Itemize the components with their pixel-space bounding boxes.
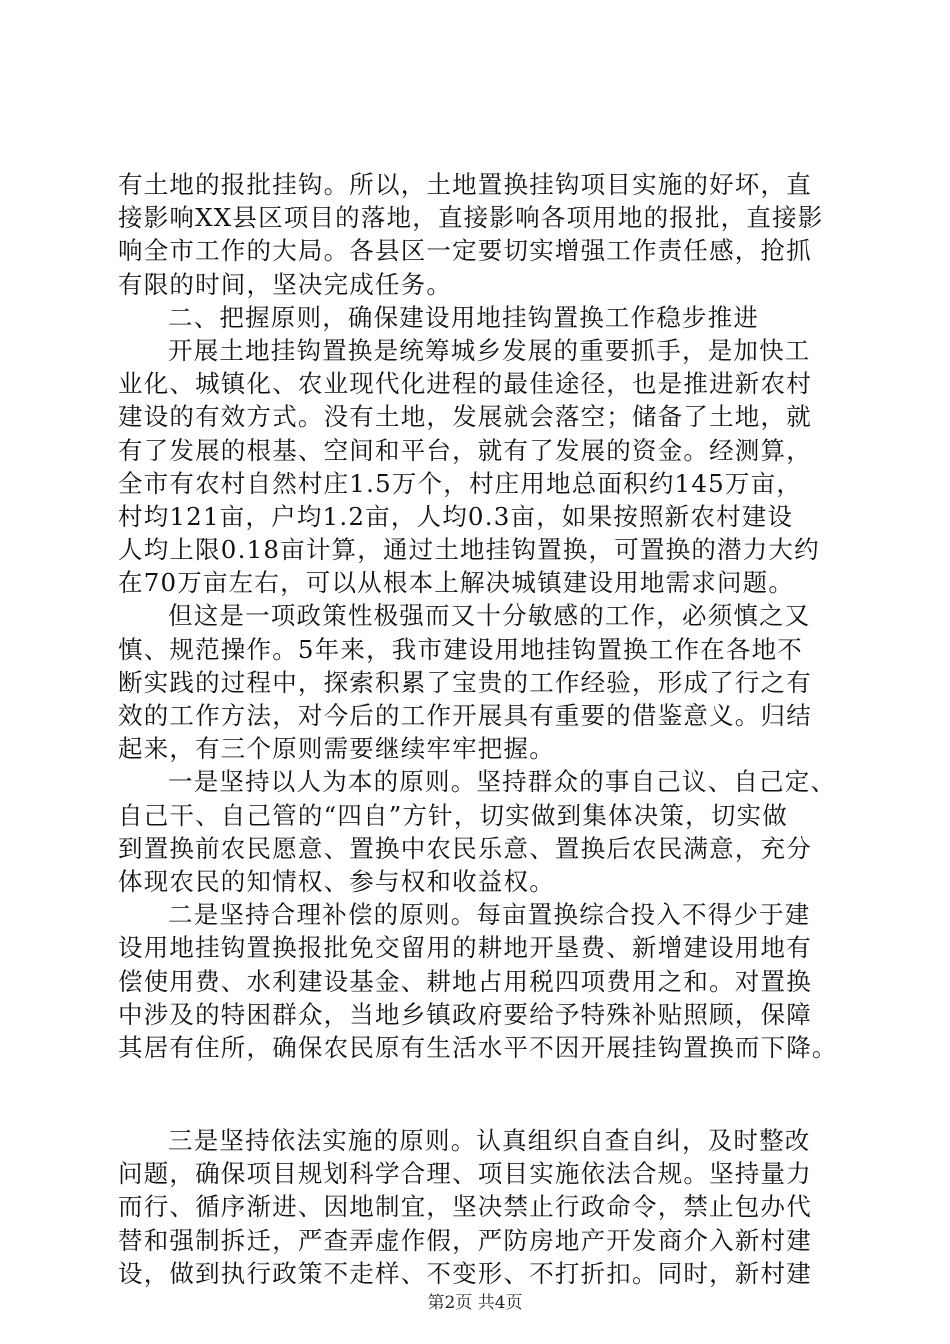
paragraph-gap xyxy=(118,1064,838,1124)
text-line: 有土地的报批挂钩。所以，土地置换挂钩项目实施的好坏，直 xyxy=(118,170,812,199)
text-line: 设用地挂钩置换报批免交留用的耕地开垦费、新增建设用地有 xyxy=(118,933,812,963)
text-line: 开展土地挂钩置换是统筹城乡发展的重要抓手，是加快工 xyxy=(168,335,811,365)
page-footer: 第2页 共4页 xyxy=(427,1293,523,1313)
text-line: 体现农民的知情权、参与权和收益权。 xyxy=(118,866,555,896)
text-line: 偿使用费、水利建设基金、耕地占用税四项费用之和。对置换 xyxy=(118,966,812,996)
paragraph-p1 xyxy=(118,168,838,301)
text-line: 响全市工作的大局。各县区一定要切实增强工作责任感，抢抓 xyxy=(118,236,812,266)
text-line: 起来，有三个原则需要继续牢牢把握。 xyxy=(118,734,555,764)
paragraph-p4 xyxy=(118,599,838,765)
text-line: 三是坚持依法实施的原则。认真组织自查自纠，及时整改 xyxy=(168,1126,811,1156)
text-line: 其居有住所，确保农民原有生活水平不因开展挂钩置换而下降。 xyxy=(118,1032,838,1062)
text-line: 到置换前农民愿意、置换中农民乐意、置换后农民满意，充分 xyxy=(118,833,812,863)
text-line: 而行、循序渐进、因地制宜，坚决禁止行政命令，禁止包办代 xyxy=(118,1192,812,1222)
text-line: 建设的有效方式。没有土地，发展就会落空；储备了土地，就 xyxy=(118,402,812,432)
text-line: 但这是一项政策性极强而又十分敏感的工作，必须慎之又 xyxy=(168,601,811,631)
text-line: 一是坚持以人为本的原则。坚持群众的事自己议、自己定、 xyxy=(168,767,837,797)
text-line: 设，做到执行政策不走样、不变形、不打折扣。同时，新村建 xyxy=(118,1258,812,1288)
text-line: 二、把握原则，确保建设用地挂钩置换工作稳步推进 xyxy=(168,302,760,332)
text-line: 业化、城镇化、农业现代化进程的最佳途径，也是推进新农村 xyxy=(118,369,812,399)
text-line: 有限的时间，坚决完成任务。 xyxy=(118,269,453,299)
paragraph-p6 xyxy=(118,898,838,1064)
document-body xyxy=(118,168,838,1290)
text-line: 接影响XX县区项目的落地，直接影响各项用地的报批，直接影 xyxy=(118,203,824,233)
paragraph-p3 xyxy=(118,334,838,600)
text-line: 二是坚持合理补偿的原则。每亩置换综合投入不得少于建 xyxy=(168,900,811,930)
text-line: 断实践的过程中，探索积累了宝贵的工作经验，形成了行之有 xyxy=(118,667,812,697)
text-line: 中涉及的特困群众，当地乡镇政府要给予特殊补贴照顾，保障 xyxy=(118,999,812,1029)
text-line: 有了发展的根基、空间和平台，就有了发展的资金。经测算， xyxy=(118,435,812,465)
text-line: 人均上限0.18亩计算，通过土地挂钩置换，可置换的潜力大约 xyxy=(118,535,820,565)
text-line: 全市有农村自然村庄1.5万个，村庄用地总面积约145万亩， xyxy=(118,468,803,498)
text-line: 效的工作方法，对今后的工作开展具有重要的借鉴意义。归结 xyxy=(118,701,812,730)
text-line: 在70万亩左右，可以从根本上解决城镇建设用地需求问题。 xyxy=(118,568,795,598)
text-line: 替和强制拆迁，严查弄虚作假，严防房地产开发商介入新村建 xyxy=(118,1225,812,1255)
paragraph-p5 xyxy=(118,765,838,898)
text-line: 村均121亩，户均1.2亩，人均0.3亩，如果按照新农村建设 xyxy=(118,501,794,531)
text-line: 慎、规范操作。5年来，我市建设用地挂钩置换工作在各地不 xyxy=(118,634,803,664)
paragraph-p7 xyxy=(118,1124,838,1290)
text-line: 问题，确保项目规划科学合理、项目实施依法合规。坚持量力 xyxy=(118,1159,812,1189)
text-line: 自己干、自己管的“四自”方针，切实做到集体决策，切实做 xyxy=(118,800,788,830)
paragraph-p2 xyxy=(118,301,838,334)
